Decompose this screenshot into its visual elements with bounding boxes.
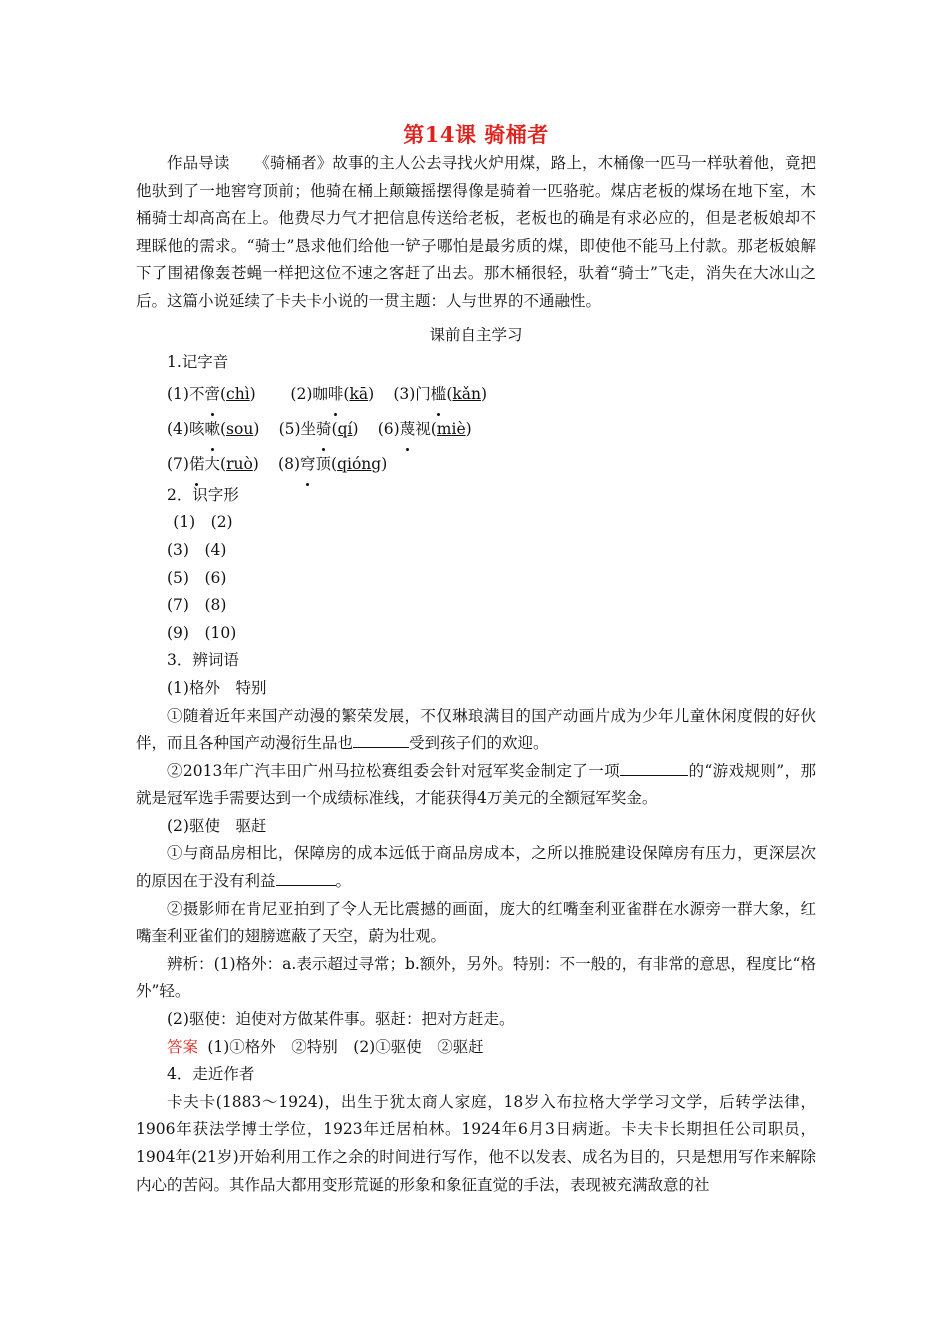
q3-heading: 3．辨词语 bbox=[167, 651, 239, 670]
glyph-row: (7) (8) bbox=[167, 596, 227, 615]
q4-heading: 4．走近作者 bbox=[167, 1065, 255, 1084]
analysis-2: (2)驱使：迫使对方做某件事。驱赶：把对方赶走。 bbox=[167, 1010, 515, 1029]
document-page bbox=[136, 120, 816, 1199]
sentence-2b: ②摄影师在肯尼亚拍到了令人无比震撼的画面，庞大的红嘴奎利亚雀群在水源旁一群大象，红嘴奎利亚雀们的翅膀遮蔽了天空，蔚为壮观。 bbox=[136, 899, 816, 946]
answer-line bbox=[136, 1034, 816, 1062]
glyph-row: (3) (4) bbox=[167, 540, 227, 559]
pinyin-item: (5)坐骑(qí) bbox=[279, 420, 359, 438]
intro-text: 《骑桶者》故事的主人公去寻找火炉用煤，路上，木桶像一匹马一样驮着他，竟把他驮到了一地窖穹顶前；他骑在桶上颠簸摇摆得像是骑着一匹骆驼。煤店老板的煤场在地下室，木桶骑士却高高在上。他费尽力气才把信息传送给老板，老板也的确是有求必应的，但是老板娘却不理睬他的需求。“骑士”恳求他们给他一铲子哪怕是最劣质的煤，即使他不能马上付款。那老板娘解下了围裙像轰苍蝇一样把这位不速之客赶了出去。那木桶很轻，驮着“骑士”飞走，消失在大冰山之后。这篇小说延续了卡夫卡小说的一贯主题：人与世界的不通融性。 bbox=[136, 154, 816, 310]
section-heading: 课前自主学习 bbox=[429, 325, 523, 344]
analysis-1: 辨析：(1)格外：a.表示超过寻常；b.额外，另外。特别：不一般的，有非常的意思，程度比“格外”轻。 bbox=[136, 954, 816, 1001]
glyph-row: (5) (6) bbox=[167, 568, 227, 587]
word-pair-1: (1)格外 特别 bbox=[167, 678, 267, 697]
pinyin-item: (2)咖啡(kā) bbox=[290, 385, 374, 403]
pinyin-item: (8)穹顶(qióng) bbox=[278, 455, 387, 473]
q2-heading: 2．识字形 bbox=[167, 485, 239, 504]
pinyin-row-1 bbox=[136, 377, 816, 412]
pinyin-row-2 bbox=[136, 412, 816, 447]
pinyin-item: (4)咳嗽(sou) bbox=[167, 420, 259, 438]
intro-label: 作品导读 bbox=[167, 154, 230, 172]
answer-blank[interactable] bbox=[353, 733, 409, 748]
author-paragraph: 卡夫卡(1883～1924)，出生于犹太商人家庭，18岁入布拉格大学学习文学，后转学法律，1906年获法学博士学位，1923年迁居柏林。1924年6月3日病逝。卡夫卡长期担任公司职员，1904年(21岁)开始利用工作之余的时间进行写作，他不以发表、成名为目的，只是想用写作来解除内心的苦闷。其作品大都用变形荒诞的形象和象征直觉的手法，表现被充满敌意的社 bbox=[136, 1092, 816, 1194]
pinyin-item: (6)蔑视(miè) bbox=[378, 420, 472, 438]
answer-blank[interactable] bbox=[620, 761, 688, 776]
answer-label: 答案 bbox=[167, 1037, 199, 1056]
glyph-row: (9) (10) bbox=[167, 623, 237, 642]
intro-paragraph bbox=[136, 150, 816, 316]
sentence-1a: ①随着近年来国产动漫的繁荣发展，不仅琳琅满目的国产动画片成为少年儿童休闲度假的好伙伴，而且各种国产动漫衍生品也 受到孩子们的欢迎。 bbox=[136, 706, 816, 753]
pinyin-row-3 bbox=[136, 447, 816, 482]
lesson-title: 第14课 骑桶者 bbox=[403, 122, 549, 147]
pinyin-item: (3)门槛(kǎn) bbox=[393, 385, 487, 403]
word-pair-2: (2)驱使 驱赶 bbox=[167, 816, 267, 835]
q1-heading: 1.记字音 bbox=[167, 353, 229, 372]
sentence-1b: ②2013年广汽丰田广州马拉松赛组委会针对冠军奖金制定了一项 的“游戏规则”，那就是冠军选手需要达到一个成绩标准线，才能获得4万美元的全额冠军奖金。 bbox=[136, 761, 816, 808]
pinyin-rows bbox=[136, 377, 816, 482]
pinyin-item: (1)不啻(chì) bbox=[167, 385, 256, 403]
answer-blank[interactable] bbox=[276, 871, 336, 886]
pinyin-item: (7)偌大(ruò) bbox=[167, 455, 259, 473]
glyph-row: (1) (2) bbox=[173, 513, 233, 532]
sentence-2a: ①与商品房相比，保障房的成本远低于商品房成本，之所以推脱建设保障房有压力，更深层次的原因在于没有利益 。 bbox=[136, 844, 816, 891]
answer-text: (1)①格外 ②特别 (2)①驱使 ②驱赶 bbox=[207, 1037, 484, 1056]
